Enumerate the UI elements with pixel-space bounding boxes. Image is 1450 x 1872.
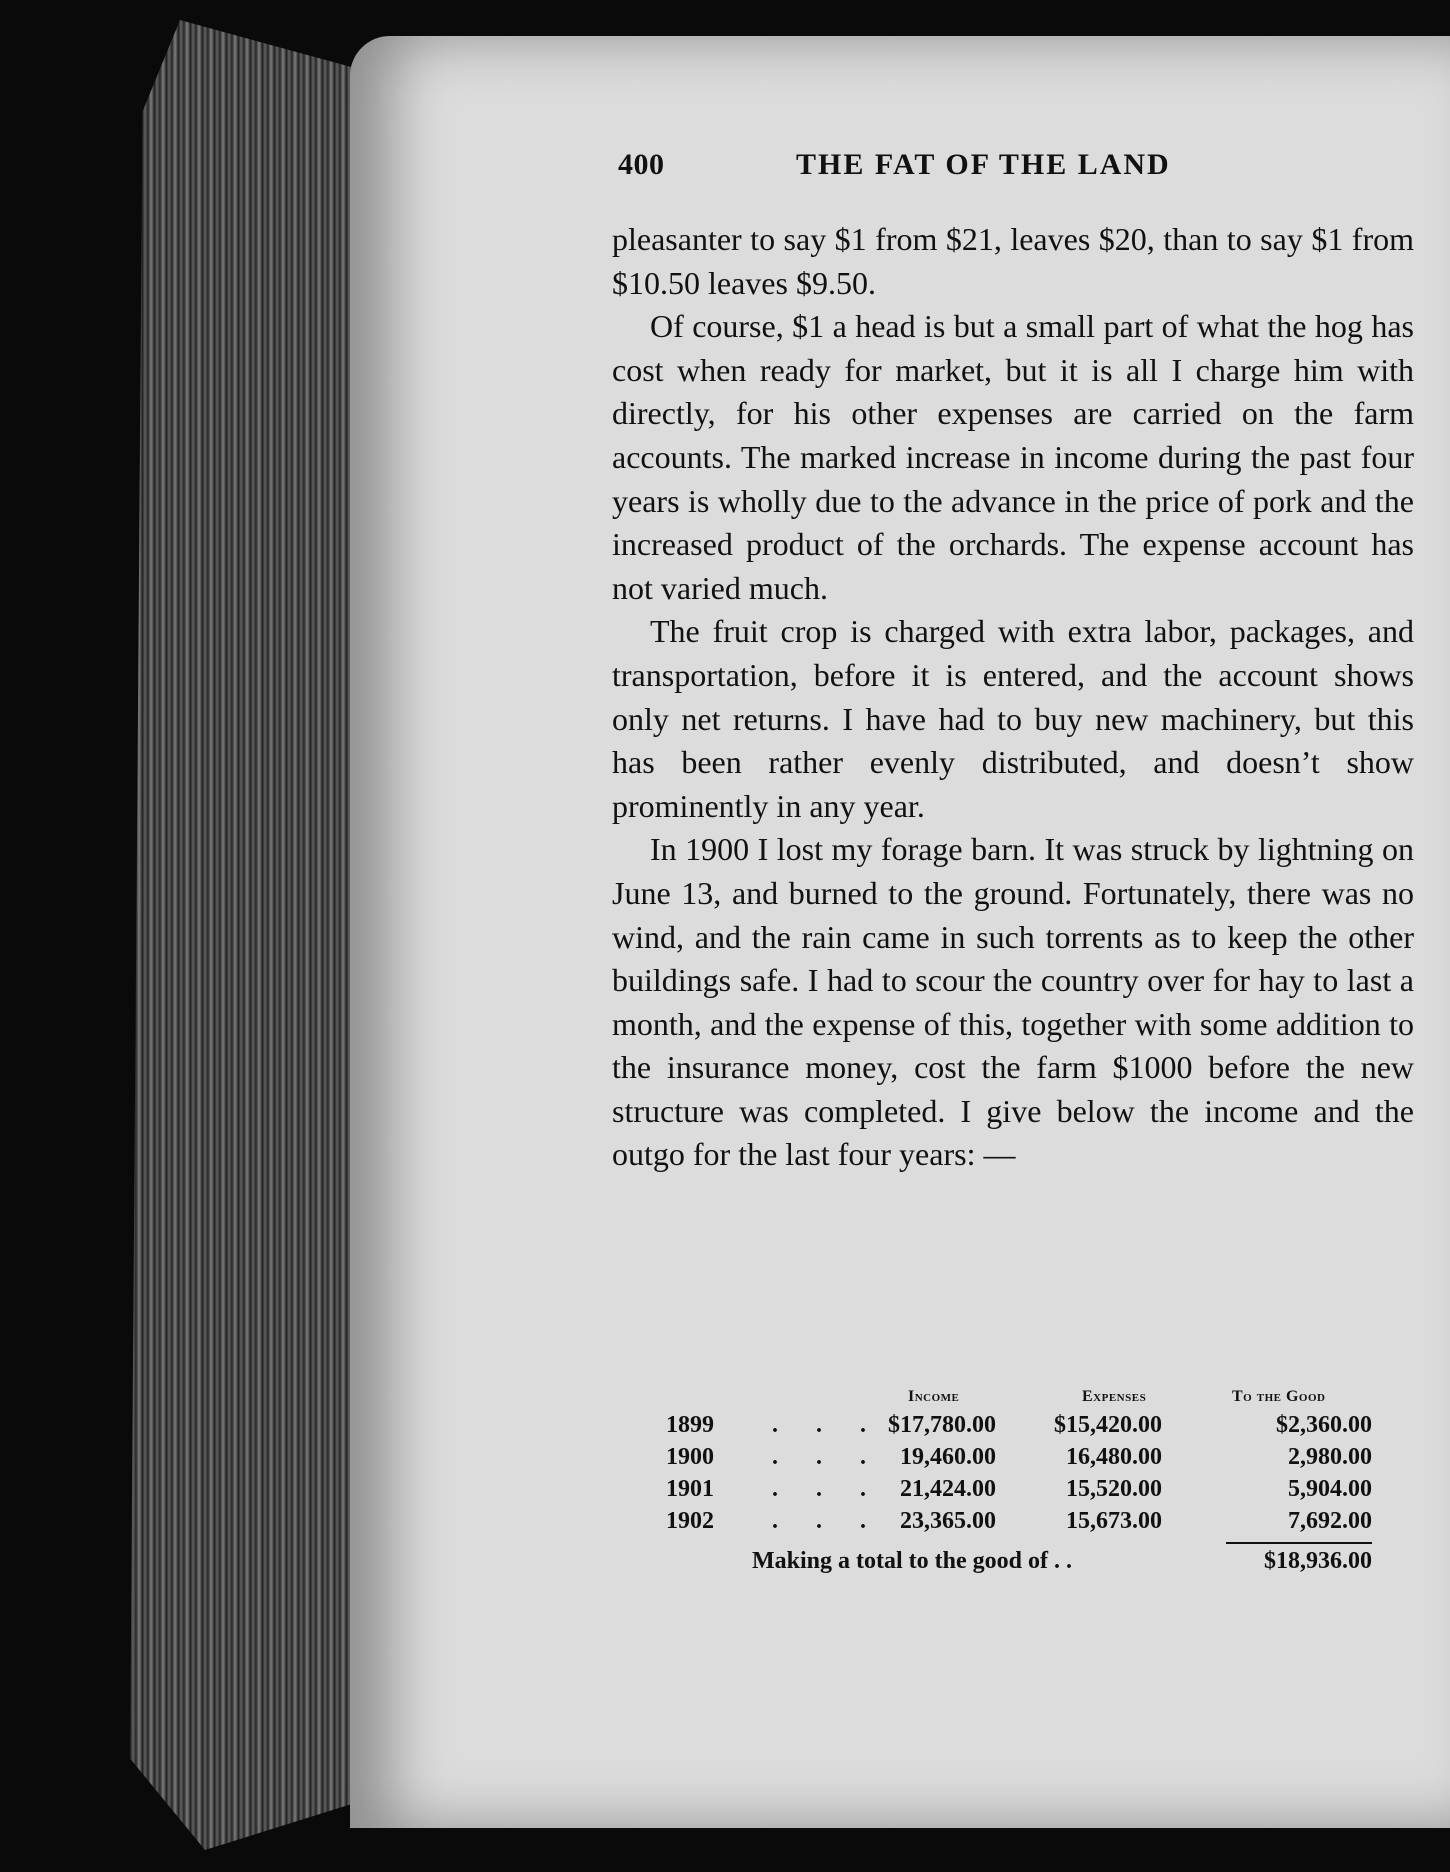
expenses-cell: 16,480.00: [1066, 1444, 1162, 1470]
leader-dots: . . .: [772, 1444, 882, 1470]
paragraph-1: pleasanter to say $1 from $21, leaves $20, than to say $1 from $10.50 leaves $9.50.: [612, 221, 1414, 301]
sum-rule: [1226, 1542, 1372, 1544]
page-number: 400: [618, 148, 665, 181]
paragraph-3: The fruit crop is charged with extra labor, packages, and transportation, before it is entered, and the account shows only net returns. I have had to buy new machinery, but this has been rather evenly distributed, and doesn’t show prominently in any year.: [612, 613, 1414, 824]
header-expenses: Expenses: [1082, 1388, 1147, 1405]
total-value: $18,936.00: [1264, 1548, 1372, 1574]
header-income: Income: [908, 1388, 960, 1405]
table-row: [612, 1444, 1372, 1476]
year-cell: 1899: [666, 1412, 714, 1438]
income-cell: 23,365.00: [900, 1508, 996, 1534]
leader-dots: . . .: [772, 1508, 882, 1534]
paragraph-4: In 1900 I lost my forage barn. It was struck by lightning on June 13, and burned to the ground. Fortunately, there was no wind, and the rain came in such torrents as to keep the other buildings safe. I had to scour the country over for hay to last a month, and the expense of this, together with some addition to the insurance money, cost the farm $1000 before the new structure was completed. I give below the income and the outgo for the last four years: —: [612, 831, 1414, 1173]
table-row: [612, 1476, 1372, 1508]
income-cell: $17,780.00: [888, 1412, 996, 1438]
body-text: [612, 218, 1414, 1177]
expenses-cell: $15,420.00: [1054, 1412, 1162, 1438]
header-to-the-good: To the Good: [1232, 1388, 1326, 1405]
leader-dots: . . .: [772, 1412, 882, 1438]
total-row: [612, 1548, 1372, 1584]
year-cell: 1902: [666, 1508, 714, 1534]
to-the-good-cell: 5,904.00: [1288, 1476, 1372, 1502]
running-title: THE FAT OF THE LAND: [796, 148, 1171, 181]
leader-dots: . . .: [772, 1476, 882, 1502]
year-cell: 1900: [666, 1444, 714, 1470]
table-row: [612, 1412, 1372, 1444]
total-label: Making a total to the good of . .: [752, 1548, 1072, 1574]
income-cell: 19,460.00: [900, 1444, 996, 1470]
paragraph-2: Of course, $1 a head is but a small part of what the hog has cost when ready for market, but it is all I charge him with directly, for his other expenses are carried on the farm accounts. The marked increase in income during the past four years is wholly due to the advance in the price of pork and the increased product of the orchards. The expense account has not varied much.: [612, 308, 1414, 606]
to-the-good-cell: 2,980.00: [1288, 1444, 1372, 1470]
income-table: [612, 1388, 1372, 1584]
year-cell: 1901: [666, 1476, 714, 1502]
to-the-good-cell: 7,692.00: [1288, 1508, 1372, 1534]
table-header-row: [612, 1388, 1372, 1412]
table-row: [612, 1508, 1372, 1540]
page-header: [618, 148, 1236, 192]
book-page-edges: [130, 20, 380, 1850]
expenses-cell: 15,673.00: [1066, 1508, 1162, 1534]
to-the-good-cell: $2,360.00: [1276, 1412, 1372, 1438]
expenses-cell: 15,520.00: [1066, 1476, 1162, 1502]
income-cell: 21,424.00: [900, 1476, 996, 1502]
